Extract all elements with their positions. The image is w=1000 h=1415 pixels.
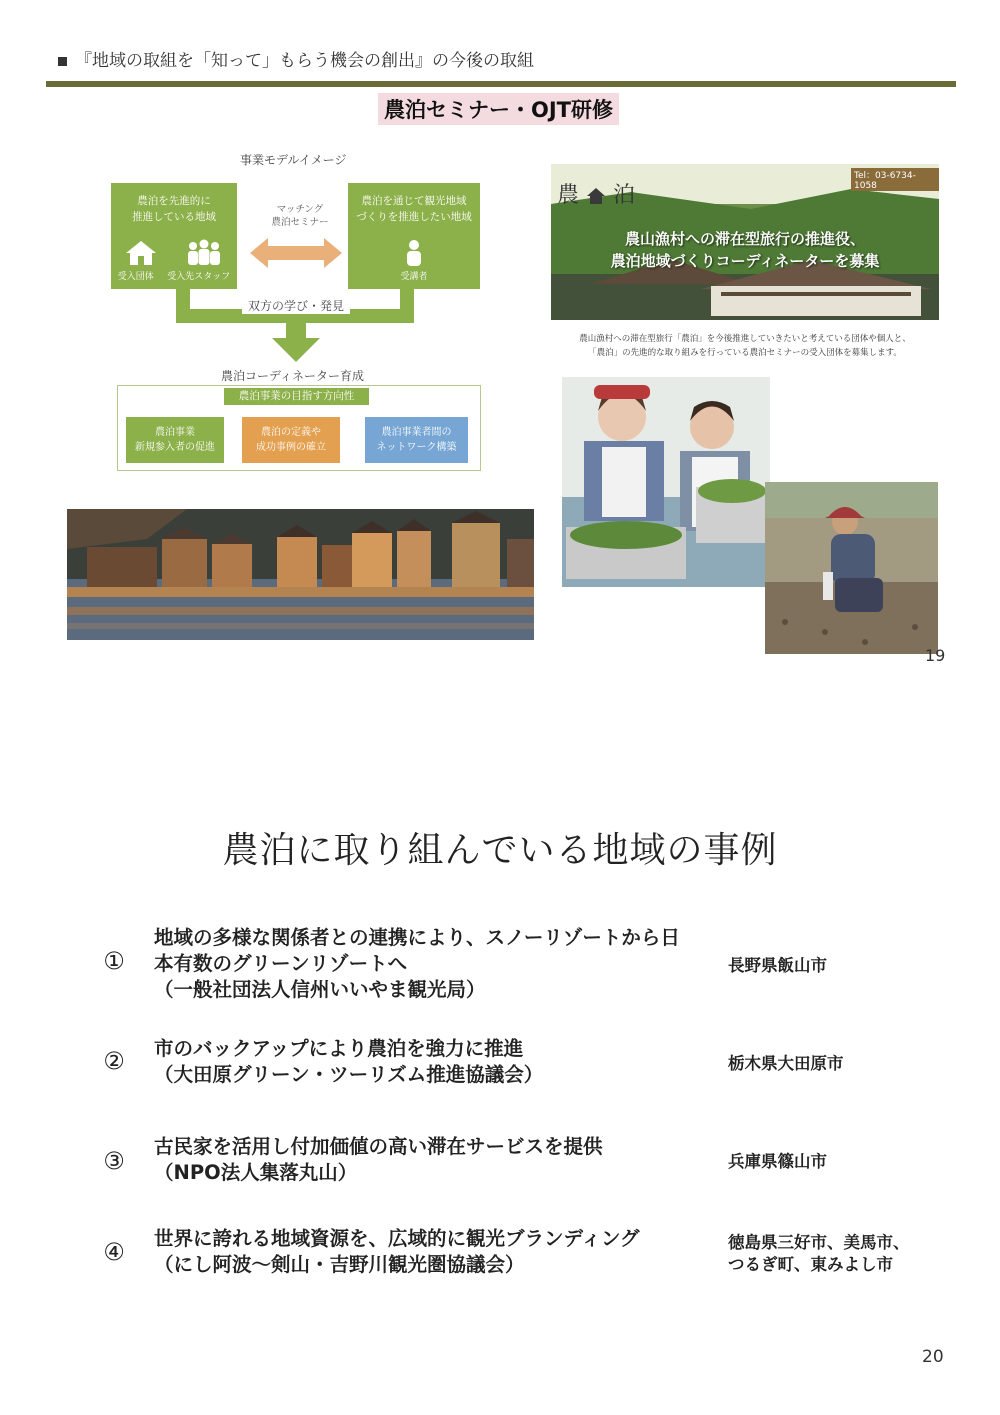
case-3-description [154,1134,603,1186]
case-4-line1: 世界に誇れる地域資源を、広域的に観光ブランディング [154,1227,640,1250]
case-1-line1: 地域の多様な関係者との連携により、スノーリゾートから日 [154,926,680,949]
goal-2-line2: 成功事例の確立 [256,442,326,453]
goal-network [365,417,468,463]
person-icon [401,239,427,267]
matching-label-line1: マッチング [276,204,324,215]
case-1-line2: 本有数のグリーンリゾートへ [154,952,408,975]
page-number-20: 20 [922,1347,944,1367]
goal-1-line1: 農泊事業 [155,427,195,438]
case-1-line3: （一般社団法人信州いいやま観光局） [154,978,486,1001]
case-3-line1: 古民家を活用し付加価値の高い滞在サービスを提供 [154,1135,603,1158]
host-organization-caption: 受入団体 [117,272,154,282]
recruitment-banner [551,164,939,320]
slide-title: 農泊セミナー・OJT研修 [378,93,619,125]
section-header-text: 『地域の取組を「知って」もらう機会の創出』の今後の取組 [75,51,534,71]
banner-headline-line1: 農山漁村への滞在型旅行の推進役、 [624,230,865,248]
mutual-learning-label: 双方の学び・発見 [242,297,350,314]
case-3-location: 兵庫県篠山市 [728,1152,827,1171]
goal-new-entrants [126,417,224,463]
section-header [58,46,534,71]
case-2-location: 栃木県大田原市 [728,1054,844,1073]
case-4-number: ④ [103,1238,125,1266]
header-rule [46,81,956,87]
case-2-number: ② [103,1047,125,1075]
case-4-location-line2: つるぎ町、東みよし市 [728,1255,893,1274]
farmer-field-photo [765,482,938,654]
case-1-number: ① [103,947,125,975]
house-icon [124,239,158,267]
aspiring-region-box [348,183,480,289]
goal-3-line2: ネットワーク構築 [376,442,457,453]
aspiring-region-line1: 農泊を通じて観光地域 [361,195,467,207]
trainee-caption: 受講者 [400,272,428,282]
case-2-line1: 市のバックアップにより農泊を強力に推進 [154,1037,524,1060]
down-arrow-icon [272,322,320,362]
banner-caption-line2: 「農泊」の先進的な取り組みを行っている農泊セミナーの受入団体を募集します。 [588,348,902,358]
double-arrow-icon [250,236,342,270]
banner-logo-left: 農 [557,183,580,208]
advanced-region-box [111,183,237,289]
staff-group-icon [184,239,224,267]
goal-success-cases [242,417,340,463]
farmhouse-logo-icon [586,187,606,205]
boathouses-photo [67,509,534,640]
case-studies-title: 農泊に取り組んでいる地域の事例 [222,830,778,871]
host-staff-caption: 受入先スタッフ [167,272,231,282]
goal-heading: 農泊事業の目指す方向性 [224,388,369,405]
matching-label [262,203,338,229]
goal-3-line1: 農泊事業者間の [381,427,452,438]
banner-caption [555,332,935,360]
case-4-location [728,1232,910,1276]
case-3-number: ③ [103,1147,125,1175]
banner-headline-line2: 農泊地域づくりコーディネーターを募集 [610,252,880,270]
case-2-line2: （大田原グリーン・ツーリズム推進協議会） [154,1063,544,1086]
coordinator-label: 農泊コーディネーター育成 [221,369,365,383]
aspiring-region-line2: づくりを推進したい地域 [356,211,472,223]
women-harvest-photo [562,377,770,587]
page-number-19: 19 [925,646,946,665]
square-bullet-icon [58,57,67,66]
case-1-location: 長野県飯山市 [728,956,827,975]
case-4-location-line1: 徳島県三好市、美馬市、 [728,1233,910,1252]
advanced-region-line2: 推進している地域 [132,211,216,223]
banner-tel: Tel：03-6734-1058 [851,168,939,191]
case-1-description [154,925,680,1003]
case-2-description [154,1036,543,1088]
case-3-line2: （NPO法人集落丸山） [154,1161,358,1184]
matching-label-line2: 農泊セミナー [271,217,329,228]
case-4-line2: （にし阿波～剣山・吉野川観光圏協議会） [154,1253,525,1276]
goal-2-line1: 農泊の定義や [261,427,321,438]
goal-1-line2: 新規参入者の促進 [135,442,215,453]
case-4-description [154,1226,640,1278]
banner-logo [557,178,635,209]
banner-headline [551,228,939,272]
banner-logo-right: 泊 [613,183,636,208]
advanced-region-line1: 農泊を先進的に [137,195,211,207]
diagram-title: 事業モデルイメージ [240,153,347,167]
banner-caption-line1: 農山漁村への滞在型旅行「農泊」を今後推進していきたいと考えている団体や個人と、 [579,334,911,344]
